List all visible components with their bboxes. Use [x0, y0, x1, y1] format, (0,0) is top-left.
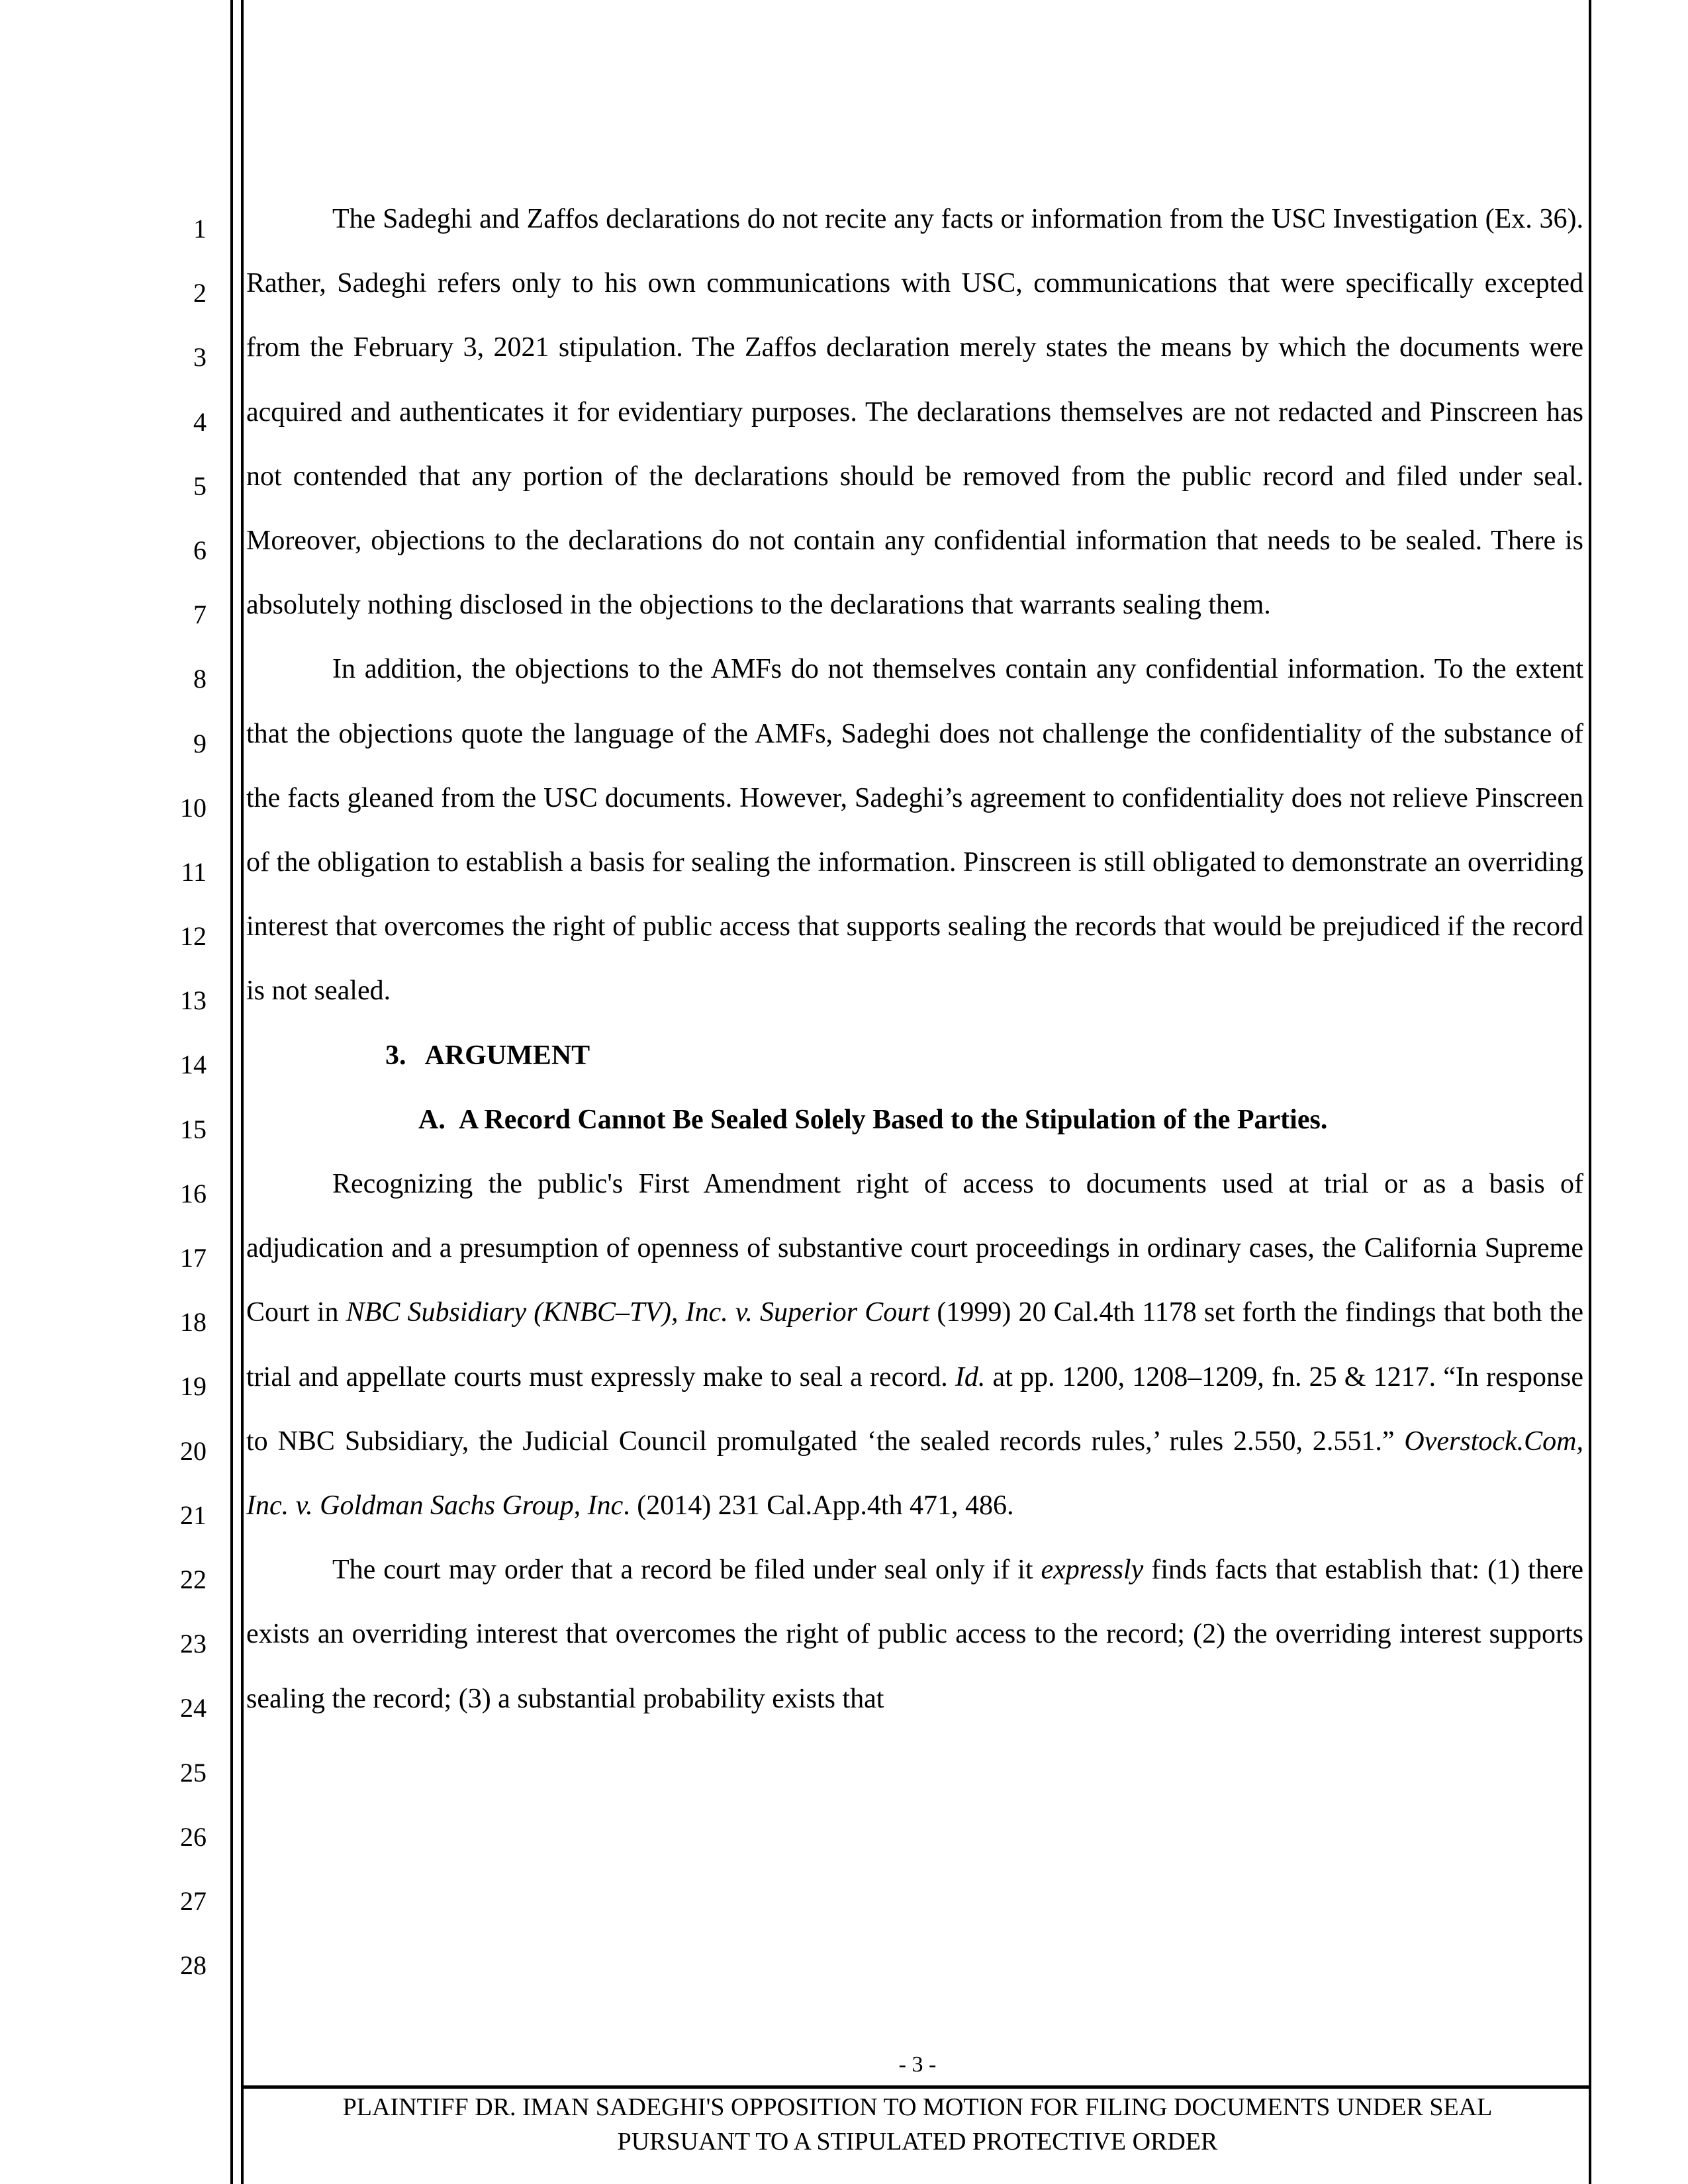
line-number: 19 [180, 1371, 207, 1402]
line-number: 4 [193, 406, 207, 437]
line-number: 10 [180, 792, 207, 823]
paragraph-text-part: (1999) 20 Cal.4th 1178 set forth the findings that both the trial and appellate courts must expressly make to seal a record. [246, 1297, 1583, 1392]
line-number: 24 [180, 1693, 207, 1723]
heading-section-a-letter: A. [418, 1104, 445, 1135]
line-number: 18 [180, 1307, 207, 1338]
line-number: 27 [180, 1886, 207, 1916]
heading-section-a-title: A Record Cannot Be Sealed Solely Based to the Stipulation of the Parties. [458, 1104, 1328, 1135]
line-number: 15 [180, 1114, 207, 1144]
line-number: 9 [193, 728, 207, 758]
case-citation-nbc: NBC Subsidiary (KNBC–TV), Inc. v. Superior Court [346, 1297, 930, 1328]
paragraph-amf-objections: In addition, the objections to the AMFs do not themselves contain any confidential information. To the extent that the objections quote the language of the AMFs, Sadeghi does not challenge the confidentiality of the substance of the facts gleaned from the USC documents. However, Sadeghi’s agreement to confidentiality does not relieve Pinscreen of the obligation to establish a basis for sealing the information. Pinscreen is still obligated to demonstrate an overriding interest that overcomes the right of public access that supports sealing the records that would be prejudiced if the record is not sealed. [246, 654, 1583, 1007]
line-number: 11 [181, 856, 207, 887]
line-number: 28 [180, 1950, 207, 1981]
line-number: 17 [180, 1243, 207, 1273]
footer-caption [246, 2090, 1589, 2159]
case-citation-overstock: Overstock.Com, Inc. v. Goldman Sachs Group, Inc [246, 1426, 1583, 1522]
pleading-rule-right [1589, 0, 1591, 2184]
heading-argument [246, 1024, 1583, 1088]
line-number: 20 [180, 1435, 207, 1466]
line-number: 12 [180, 921, 207, 952]
paragraph-text-part: . (2014) 231 Cal.App.4th 471, 486. [623, 1490, 1014, 1522]
line-number: 14 [180, 1050, 207, 1080]
line-number: 2 [193, 278, 207, 308]
line-number: 16 [180, 1178, 207, 1208]
heading-argument-title: ARGUMENT [424, 1040, 590, 1071]
line-number: 1 [193, 214, 207, 244]
pleading-rule-left-inner [241, 0, 244, 2184]
heading-argument-number: 3. [385, 1040, 406, 1071]
pleading-rule-left-outer [230, 0, 233, 2184]
paragraph-text-part: Recognizing the public's First Amendment right of access to documents used at trial or as a basis of adjudication and a presumption of openness of substantive court proceedings in ordinary cases, the California Supreme Court in [246, 1169, 1583, 1328]
line-number: 5 [193, 471, 207, 501]
paragraph-text-part: The court may order that a record be filed under seal only if it [332, 1555, 1041, 1586]
line-number: 22 [180, 1564, 207, 1594]
emphasis-expressly: expressly [1041, 1555, 1144, 1586]
citation-id: Id. [955, 1361, 986, 1392]
heading-section-a [246, 1088, 1583, 1152]
line-number: 6 [193, 535, 207, 565]
paragraph-declarations: The Sadeghi and Zaffos declarations do not recite any facts or information from the USC Investigation (Ex. 36). Rather, Sadeghi refers only to his own communications with USC, communications that were specifically excepted from the February 3, 2021 stipulation. The Zaffos declaration merely states the means by which the documents were acquired and authenticates it for evidentiary purposes. The declarations themselves are not redacted and Pinscreen has not contended that any portion of the declarations should be removed from the public record and filed under seal. Moreover, objections to the declarations do not contain any confidential information that needs to be sealed. There is absolutely nothing disclosed in the objections to the declarations that warrants sealing them. [246, 204, 1583, 621]
line-number: 13 [180, 985, 207, 1016]
page-number: - 3 - [898, 2052, 937, 2077]
line-number: 3 [193, 342, 207, 373]
paragraph-sealing-requirements [246, 1538, 1583, 1731]
footer-line-2: PURSUANT TO A STIPULATED PROTECTIVE ORDER [617, 2128, 1218, 2156]
line-number: 26 [180, 1821, 207, 1852]
paragraph-text-part: at pp. 1200, 1208–1209, fn. 25 & 1217. “In response to NBC Subsidiary, the Judicial Council promulgated ‘the sealed records rules,’ rules 2.550, 2.551.” [246, 1361, 1583, 1457]
footer-line-1: PLAINTIFF DR. IMAN SADEGHI'S OPPOSITION TO MOTION FOR FILING DOCUMENTS UNDER SEAL [342, 2093, 1493, 2121]
document-body [246, 187, 1583, 1731]
paragraph-nbc-subsidiary [246, 1152, 1583, 1538]
line-number: 25 [180, 1757, 207, 1788]
line-number: 7 [193, 600, 207, 630]
line-number: 23 [180, 1629, 207, 1659]
line-number: 21 [180, 1500, 207, 1530]
line-number-gutter [0, 197, 218, 1997]
footer-divider [244, 2085, 1591, 2089]
paragraph-text-part: finds facts that establish that: (1) there exists an overriding interest that overcomes the right of public access to the record; (2) the overriding interest supports sealing the record; (3) a substantial probability exists that [246, 1555, 1583, 1714]
line-number: 8 [193, 664, 207, 694]
